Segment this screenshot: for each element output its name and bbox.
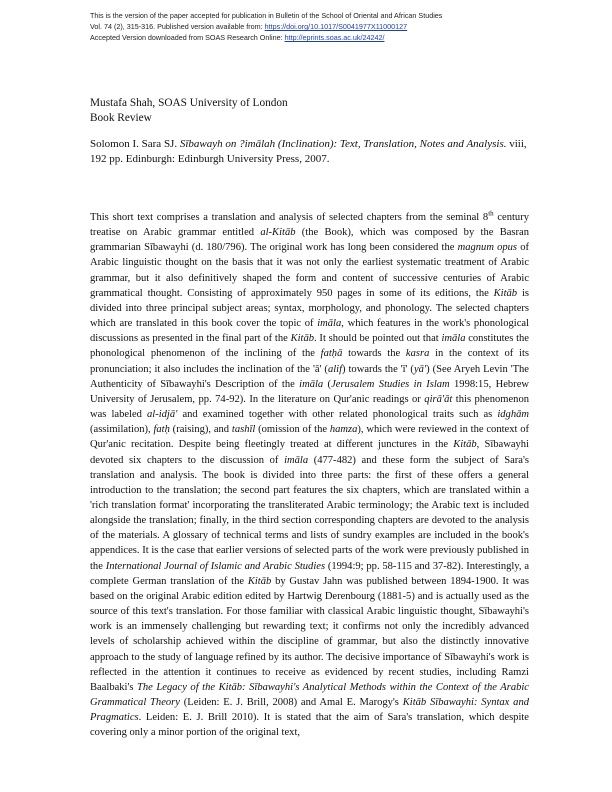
body-italic: fatḥ bbox=[153, 424, 170, 436]
body-text: (the Book), which was composed by the Basran grammarian Sībawayhi (d. 180/796). The original work has long been considered the bbox=[90, 227, 529, 254]
body-italic: idghām bbox=[497, 409, 529, 421]
body-italic: kasra bbox=[405, 348, 430, 360]
body-italic: imāla bbox=[317, 318, 342, 330]
body-text: (assimilation), bbox=[90, 424, 154, 436]
body-italic: tashīl bbox=[231, 424, 256, 436]
body-italic: yā' bbox=[413, 363, 427, 375]
book-citation bbox=[90, 137, 530, 167]
notice-line-1: This is the version of the paper accepted for publication in Bulletin of the School of Oriental and African Studies bbox=[90, 11, 443, 20]
body-text: , which features in the work's phonological discussions as presented in the final part of the bbox=[90, 318, 530, 345]
author-block bbox=[90, 96, 288, 126]
body-italic: magnum opus bbox=[457, 242, 518, 254]
body-italic: imāla bbox=[299, 378, 324, 390]
author-name: Mustafa Shah, SOAS University of London bbox=[90, 97, 288, 109]
body-text: (1994:9; pp. 58-115 and 37-82). Interestingly, a complete German translation of the bbox=[90, 560, 530, 587]
body-italic: alif bbox=[327, 363, 343, 375]
body-sup: th bbox=[488, 209, 494, 218]
body-italic: imāla bbox=[284, 454, 309, 466]
body-text: in the context of its pronunciation; it also includes the inclination of the 'ā' ( bbox=[90, 348, 529, 375]
article-type: Book Review bbox=[90, 112, 152, 124]
body-text: ), which were reviewed in the context of Qur'anic recitation. Despite being fleetingly treated at different junctures in the bbox=[90, 424, 529, 451]
body-text: (477-482) and these form the subject of Sara's translation and analysis. The book is divided into three parts: the first of these offers a general introduction to the translation; the second part features the six chapters, which are translated within a 'rich translation format' incorporating the transliterated Arabic terminology; the Arabic text is included alongside the translation; finally, in the third section corresponding chapters are devoted to the analysis of the materials. A glossary of technical terms and lists of sundry examples are included in the book's appendices. It is the case that earlier versions of selected parts of the work were previously published in the bbox=[90, 454, 529, 572]
body-italic: al-Kitāb bbox=[260, 227, 296, 239]
body-text: and examined together with other related phonological traits such as bbox=[177, 409, 498, 421]
body-italic: International Journal of Islamic and Arabic Studies bbox=[105, 560, 326, 572]
body-text: (omission of the bbox=[255, 424, 330, 436]
body-italic: hamza bbox=[329, 424, 358, 436]
body-italic: Jerusalem Studies in Islam bbox=[331, 378, 450, 390]
body-italic: Kitāb bbox=[290, 333, 315, 345]
body-text: ) towards the 'ī' ( bbox=[342, 363, 414, 375]
body-italic: fatḥā bbox=[320, 348, 343, 360]
body-text: century treatise on Arabic grammar entitled bbox=[90, 212, 529, 239]
body-italic: al-idjā' bbox=[147, 409, 178, 421]
body-italic: Kitāb bbox=[453, 439, 477, 451]
body-text: (Leiden: E. J. Brill, 2008) and Amal E. Marogy's bbox=[179, 697, 403, 708]
notice-line-2 bbox=[90, 21, 560, 32]
body-text: . Leiden: E. J. Brill 2010). It is stated that the aim of Sara's translation, which despite covering only a minor portion of the original text, bbox=[90, 712, 529, 739]
body-text: ( bbox=[323, 378, 332, 390]
body-italic: Kitāb bbox=[493, 287, 518, 299]
body-text: ) (See Aryeh Levin 'The Authenticity of Sībawayhi's Description of the bbox=[90, 363, 529, 390]
body-text: , Sībawayhi devoted six chapters to the discussion of bbox=[90, 439, 529, 466]
publication-notice bbox=[90, 10, 560, 44]
doi-link[interactable]: https://doi.org/10.1017/S0041977X11000127 bbox=[264, 22, 408, 32]
body-italic: imāla bbox=[441, 333, 466, 345]
body-italic: Kitāb bbox=[247, 575, 272, 587]
body-text: (raising), and bbox=[169, 424, 232, 436]
eprints-link[interactable]: http://eprints.soas.ac.uk/24242/ bbox=[284, 33, 385, 43]
review-body bbox=[90, 210, 529, 740]
body-text: 1998:15, Hebrew University of Jerusalem, pp. 74-92). In the literature on Qur'anic readings or bbox=[90, 378, 529, 405]
body-italic: Kitāb Sībawayhi: Syntax and Pragmatics bbox=[90, 697, 529, 724]
body-text: of Arabic linguistic thought on the basis that it was not only the earliest systematic treatment of Arabic grammar, but it also definitively shaped the form and content of successive centuries of Arabic grammatical thought. Consisting of approximately 950 pages in some of its editions, the bbox=[90, 242, 529, 299]
body-text: . It should be pointed out that bbox=[314, 333, 442, 345]
notice-line-3-text: Accepted Version downloaded from SOAS Research Online: bbox=[90, 33, 285, 43]
body-text: towards the bbox=[342, 348, 406, 360]
citation-title: Sībawayh on ?imālah (Inclination): Text, Translation, Notes and Analysis. bbox=[179, 138, 507, 150]
citation-details: viii, 192 pp. Edinburgh: Edinburgh University Press, 2007. bbox=[90, 138, 527, 165]
body-italic: qirā'āt bbox=[424, 393, 453, 405]
notice-line-2-text: Vol. 74 (2), 315-316. Published version available from: bbox=[90, 22, 265, 32]
body-text: This short text comprises a translation and analysis of selected chapters from the seminal 8 bbox=[90, 212, 489, 223]
body-text: by Gustav Jahn was published between 1894-1900. It was based on the original Arabic edition edited by Hartwig Derenbourg (1881-5) and is actually used as the source of this text's translation. For those familiar with classical Arabic linguistic thought, Sībawayhi's work is an immensely challenging but rewarding text; it confirms not only the incredibly advanced levels of scholarship achieved within the discipline of grammar, but also the distinctly innovative approach to the study of language refined by its author. The decisive importance of Sībawayhi's work is reflected in the attention it continues to receive as evidenced by recent studies, including Ramzi Baalbaki's bbox=[90, 575, 529, 693]
notice-line-3 bbox=[90, 32, 560, 43]
body-text: is divided into three principal subject areas; syntax, morphology, and phonology. The selected chapters which are translated in this book cover the topic of bbox=[90, 287, 529, 330]
body-text: constitutes the phonological phenomenon of the inclining of the bbox=[90, 333, 529, 360]
body-text: this phenomenon was labeled bbox=[90, 393, 529, 421]
citation-authors: Solomon I. Sara SJ. bbox=[90, 138, 180, 150]
body-italic: The Legacy of the Kitāb: Sībawayhi's Analytical Methods within the Context of the Arabic Grammatical Theory bbox=[90, 681, 529, 708]
